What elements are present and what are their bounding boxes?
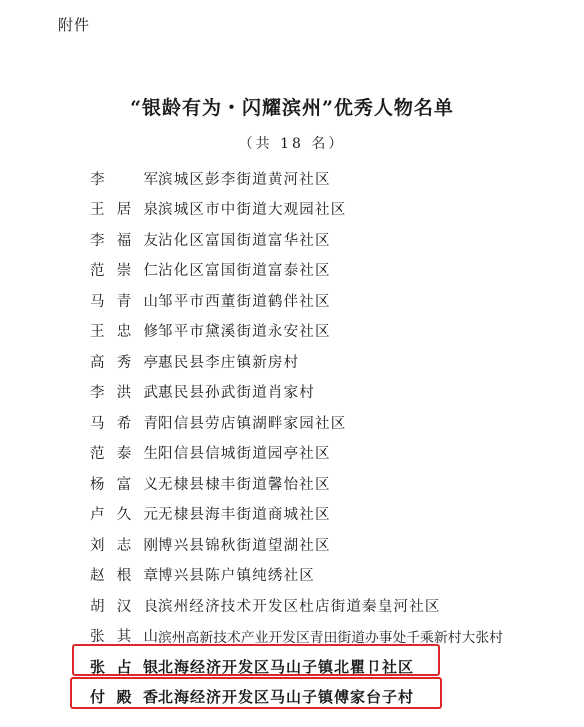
person-name [90,290,158,311]
name-char: 马 [90,415,105,432]
person-name [90,534,158,555]
list-item [90,285,570,316]
person-org: 无棣县棣丰街道馨怡社区 [158,476,331,493]
person-name [90,564,158,585]
person-org: 阳信县信城街道园亭社区 [158,446,331,463]
name-char: 占 [116,657,132,676]
list-item [90,529,570,560]
name-char: 友 [143,232,158,249]
name-char: 洪 [116,385,132,402]
person-name [90,168,158,189]
name-char: 生 [143,446,158,463]
person-name [90,442,158,463]
name-char: 其 [116,629,132,646]
list-item [90,224,570,255]
person-name [90,412,158,433]
name-char: 赵 [90,568,105,585]
person-name [90,503,158,524]
attachment-label: 附件 [58,16,91,34]
name-char: 刚 [143,537,158,554]
name-char: 亭 [143,354,158,371]
person-name [90,320,158,341]
name-char: 刘 [90,537,105,554]
person-org: 滨城区彭李街道黄河社区 [158,171,331,188]
name-char: 秀 [116,354,132,371]
person-name [90,259,158,280]
name-char: 义 [143,476,158,493]
list-item [90,163,570,194]
highlight-box [72,644,440,676]
name-char: 马 [90,293,105,310]
person-org: 阳信县劳店镇湖畔家园社区 [158,415,347,432]
name-char: 仁 [143,263,158,280]
name-char: 李 [90,171,105,188]
person-org: 滨州高新技术产业开发区青田街道办事处千乘新村大张村 [158,629,503,646]
name-char: 张 [90,629,105,646]
name-char: 李 [90,232,105,249]
name-char: 忠 [116,324,132,341]
name-char: 青 [143,415,158,432]
name-char: 崇 [116,263,132,280]
name-char: 王 [90,202,105,219]
name-char: 久 [116,507,132,524]
person-org: 沾化区富国街道富华社区 [158,232,331,249]
person-name [90,381,158,402]
document-title: “银龄有为・闪耀滨州”优秀人物名单 [130,97,454,119]
person-org: 邹平市西董街道鹤伴社区 [158,293,331,310]
name-char: 香 [142,688,158,707]
name-char: 泉 [143,202,158,219]
highlight-box [70,677,442,709]
name-char: 章 [143,568,158,585]
name-char: 王 [90,324,105,341]
person-name [90,473,158,494]
list-item [90,590,570,621]
person-org: 邹平市黛溪街道永安社区 [158,324,331,341]
name-char: 银 [142,657,158,676]
name-char: 志 [116,537,132,554]
name-char: 付 [90,688,106,707]
person-org: 博兴县陈户镇纯绣社区 [158,568,315,585]
name-char: 元 [143,507,158,524]
list-item [90,499,570,530]
list-item [90,438,570,469]
name-char: 良 [143,598,158,615]
person-org: 北海经济开发区马山子镇北瞿卩社区 [158,657,415,676]
name-char: 青 [116,293,132,310]
name-char: 卢 [90,507,105,524]
honoree-list [90,163,570,712]
name-char: 根 [116,568,132,585]
list-item [90,255,570,286]
name-char: 李 [90,385,105,402]
name-char: 范 [90,263,105,280]
person-org: 沾化区富国街道富泰社区 [158,263,331,280]
name-char: 张 [90,657,106,676]
list-item [90,407,570,438]
list-item [90,377,570,408]
name-char: 修 [143,324,158,341]
name-char: 胡 [90,598,105,615]
name-char: 山 [143,293,158,310]
name-char: 范 [90,446,105,463]
person-name [90,351,158,372]
person-org: 惠民县李庄镇新房村 [158,354,300,371]
name-char: 泰 [116,446,132,463]
name-char: 高 [90,354,105,371]
person-name [90,595,158,616]
person-org: 博兴县锦秋街道望湖社区 [158,537,331,554]
list-item [90,468,570,499]
name-char: 希 [116,415,132,432]
person-org: 滨州经济技术开发区杜店街道秦皇河社区 [158,598,441,615]
document-subtitle: （共 18 名） [238,136,346,152]
person-org: 滨城区市中街道大观园社区 [158,202,347,219]
name-char: 富 [116,476,132,493]
name-char: 福 [116,232,132,249]
name-char: 武 [143,385,158,402]
name-char [117,168,132,189]
name-char: 汉 [116,598,132,615]
list-item [90,194,570,225]
name-char: 山 [143,629,158,646]
name-char: 居 [116,202,132,219]
person-name [90,198,158,219]
person-name [90,229,158,250]
person-org: 北海经济开发区马山子镇傅家台子村 [158,688,415,707]
person-org: 惠民县孙武街道肖家村 [158,385,315,402]
person-org: 无棣县海丰街道商城社区 [158,507,331,524]
name-char: 杨 [90,476,105,493]
list-item [90,560,570,591]
list-item [90,346,570,377]
name-char: 殿 [116,688,132,707]
name-char: 军 [143,171,158,188]
list-item [90,316,570,347]
